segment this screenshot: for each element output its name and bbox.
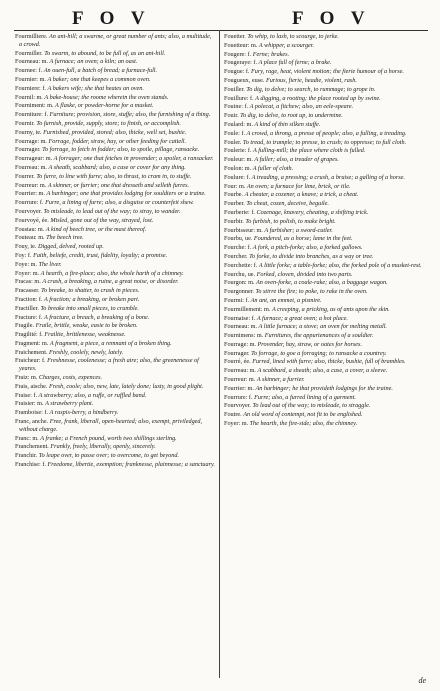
dictionary-entry [15,331,215,339]
dictionary-entry [224,402,428,410]
headword: Foulard: m. [224,120,253,128]
dictionary-entry [15,340,215,348]
definition: Freshly, coolely, newly, lately. [49,348,124,356]
headword: Fourvoyer. [15,207,42,215]
dictionary-entry [224,103,428,111]
definition: A polecat, a fitchew; also, an eele-speare. [249,103,354,111]
dictionary-entry [224,42,428,50]
headword: Fougeraye: f. [224,59,257,67]
dictionary-entry [224,341,428,349]
headword: Franc, anche. [15,418,49,426]
headword: Foulerie: f. [224,147,252,155]
definition: A furnace; an oven; a kiln; an oast. [49,58,138,66]
dictionary-entry [224,68,428,76]
dictionary-entry [15,208,215,216]
dictionary-entry [15,234,215,242]
headword: Fraiz: m. [15,374,38,382]
headword: Fourbir. [224,217,244,225]
definition: To cheat, cozen, deceive, beguile. [246,200,329,208]
definition: To furbish, to polish, to make bright. [245,217,336,225]
dictionary-entry [15,261,215,269]
headword: Fourrure: f. [15,199,44,207]
headword: Fourmi: f. [224,296,250,304]
definition: To misleade, to lead out of the way; to stray, to wander. [43,207,181,215]
definition: A franke; a French pound, worth two shillings sterling. [40,434,177,442]
dictionary-entry [15,349,215,357]
definition: To stirre the fire; to poke, to rake in the oven. [255,288,368,296]
definition: A hearth, a fire-place; also, the whole harth of a chimney. [40,269,184,277]
dictionary-entry [15,102,215,110]
definition: To forke, to divide into branches, as a way or tree. [249,252,374,260]
dictionary-entry [15,296,215,304]
definition: A bakers wife; she that heates an oven. [47,84,144,92]
headword: Fourreur: m. [224,376,256,384]
definition: Frankly, freely, liberally, openly, sincerely. [50,443,156,451]
headword: Fourrure: f. [224,393,253,401]
headword: Fourreau: m. [15,163,47,171]
dictionary-entry [224,51,428,59]
headword: Frais, aische. [15,382,48,390]
definition: To forrage, to goe a forraging; to ransacke a countrey. [251,349,387,357]
definition: A kind of thin silken stuffe. [254,120,321,128]
dictionary-entry [15,374,215,382]
dictionary-entry [224,227,428,235]
definition: A fracture, a breach, a breaking of a bone. [44,313,150,321]
definition: The hearth, the fire-side; also, the chimney. [249,420,358,428]
headword: Fournimens: m. [224,332,264,340]
dictionary-entry [15,190,215,198]
headword: Fourreur: m. [15,181,47,189]
headword: Fougue: f. [224,68,250,76]
headword: Fragile. [15,322,35,330]
dictionary-entry [15,85,215,93]
definition: Forked, cloven, divided into two parts. [256,270,353,278]
dictionary-entry [224,253,428,261]
headword: Fouir. [224,112,239,120]
definition: A skinner, or furrier; one that dresseth and selleth furres. [47,181,190,189]
headword: Fourrer. [15,172,35,180]
headword: Fourchu, ue. [224,270,256,278]
column-divider [219,30,220,678]
dictionary-entry [15,252,215,260]
headword: Foule: f. [224,129,245,137]
definition: To breake into small pieces, to crumble. [40,304,139,312]
definition: An oven-forke, a coale-rake; also, a baggage wagon. [256,279,388,287]
dictionary-entry [224,235,428,243]
dictionary-entry [224,376,428,384]
dictionary-entry [224,367,428,375]
definition: To tread, to trample; to presse, to crush; to oppresse; to full cloth. [242,138,407,146]
dictionary-entry [15,400,215,408]
definition: To dig, to delve, to root up, to undermine. [240,112,343,120]
definition: A skinner, a furrier. [256,376,305,384]
headword: Fragilité: f. [15,331,43,339]
definition: Foundered, as a horse; lame in the feet. [253,235,353,243]
dictionary-entry [224,200,428,208]
headword: Fraichement. [15,348,48,356]
headword: Fraicheur: f. [15,357,46,365]
headword: Fragment: m. [15,339,49,347]
dictionary-entry [224,244,428,252]
definition: To whip, to lash, to scourge, to jerke. [247,33,339,40]
definition: Charges, costs, expences. [38,374,103,382]
header-left: F O V [72,8,151,29]
definition: Furious, fierie, headie, violent, rash. [265,76,357,84]
definition: A furnace; a great oven; a hot place. [256,314,348,322]
headword: Fracasser. [15,287,40,295]
definition: Provender, hay, straw, or oates for horses. [257,340,363,348]
definition: Cozenage, knavery, cheating, a shifting trick. [256,208,369,216]
headword: Foutre. [224,411,242,419]
headword: Fourreau: m. [224,367,256,375]
dictionary-entry [15,182,215,190]
headword: Framboise: f. [15,409,48,417]
definition: A crash, a breaking, a ruine, a great noise, or disorder. [42,278,179,286]
headword: Franchise: f. [15,461,46,469]
headword: Fourmilliere. [15,33,48,40]
dictionary-entry [224,139,428,147]
dictionary-entry [224,86,428,94]
dictionary-entry [15,314,215,322]
dictionary-entry [15,58,215,66]
definition: A bake-house; the roome wherein the oven stands. [44,93,169,101]
dictionary-entry [224,315,428,323]
definition: To breake, to shatter, to crash in pieces. [41,287,140,295]
headword: Fourrager. [224,349,250,357]
dictionary-entry [224,350,428,358]
dictionary-entry [15,392,215,400]
headword: Fracas: m. [15,278,41,286]
dictionary-entry [224,385,428,393]
headword: Fouiller. [224,85,245,93]
definition: An ant-hill; a swarme, or great number of ants; also, a multitude, a crowd. [19,33,212,48]
dictionary-entry [15,452,215,460]
dictionary-entry [224,394,428,402]
headword: Fractiller. [15,304,39,312]
definition: Fraile, brittle, weake, easie to be broken. [35,322,138,330]
definition: Fury, rage, heat, violent motion; the fierie humour of a horse. [250,68,404,76]
definition: Furniture; provision, store, stuffe; also, the furnishing of a thing. [49,111,211,119]
headword: Fourrager. [15,146,41,154]
headword: Franchement. [15,443,49,451]
dictionary-entry [15,305,215,313]
dictionary-entry [224,209,428,217]
definition: The liver. [38,260,62,268]
definition: Misled, gone out of the way, strayed, lost. [50,216,154,224]
dictionary-entry [15,164,215,172]
dictionary-entry [224,306,428,314]
dictionary-entry [224,271,428,279]
definition: A harbinger; one that provides lodging for souldiers or a traine. [46,190,206,198]
headword: Fourchette: f. [224,261,258,269]
headword: Fouleur: m. [224,156,253,164]
definition: An ouen-full, a batch of bread; a furnace-full. [43,67,158,75]
left-column [15,33,215,678]
dictionary-entry [224,33,428,41]
dictionary-entry [15,50,215,58]
headword: Fouillure: f. [224,94,254,102]
headword: Fourrage: m. [224,340,256,348]
definition: A fork, a pitch-forke; also, a forked gallows. [252,244,363,252]
headword: Fourniere: f. [15,84,46,92]
headword: Fournier: m. [15,75,46,83]
dictionary-entry [224,183,428,191]
dictionary-entry [224,77,428,85]
dictionary-entry [224,420,428,428]
headword: Foulure: f. [224,173,251,181]
definition: Digged, delved, rooted up. [37,243,104,251]
definition: A strawberry; also, a ruffe, or ruffled band. [38,391,147,399]
definition: To furnish, provide, supply, store; to finish, or accomplish. [36,119,181,127]
dictionary-entry [15,287,215,295]
dictionary-entry [15,33,215,49]
headword: Fourvoyer. [224,402,251,410]
headword: Fouteau: m. [15,234,45,242]
dictionary-entry [15,435,215,443]
dictionary-entry [15,199,215,207]
definition: A cheater, a cozener, a knave; a trick, a cheat. [244,191,359,199]
headword: Fourber. [224,200,245,208]
definition: To forrage, to fetch in fodder; also, to spoile, pillage, ransacke. [42,146,200,154]
dictionary-entry [224,191,428,199]
dictionary-entry [15,217,215,225]
headword: Fourche: f. [224,244,252,252]
running-header [0,8,440,30]
headword: Fouetter. [224,33,246,40]
dictionary-entry [224,156,428,164]
dictionary-entry [224,288,428,296]
headword: Fraisier: m. [15,400,44,408]
definition: To swarm, to abound, to be full of, as an ant-hill. [44,49,166,57]
definition: A place full of ferne; a brake. [258,59,332,67]
dictionary-entry [15,120,215,128]
definition: Forrage, fodder, straw, hay, or other feeding for cattell. [48,137,187,145]
definition: An harbinger; he that provideth lodgings for the traine. [255,384,393,392]
definition: Furre; also, a furred lining of a garment. [254,393,356,401]
dictionary-entry [15,278,215,286]
dictionary-entry [15,76,215,84]
dictionary-entry [224,165,428,173]
definition: Furre, a lining of furre; also, a disguise or counterfeit shew. [45,199,194,207]
dictionary-entry [15,270,215,278]
headword: Foy: f. [15,251,32,259]
headword: Fouetteur: m. [224,41,258,49]
definition: A little forke; a table-forke; also, the forked pole of a musket-rest. [258,261,422,269]
headword: Fougere: f. [224,50,252,58]
definition: Fresh, coole; also, new, late, lately done; lusty, in good plight. [49,382,204,390]
dictionary-entry [15,155,215,163]
definition: An old word of contempt, not fit to be englished. [243,411,363,419]
headword: Fourvoyé, ée. [15,216,49,224]
headword: Foye: m. [15,260,38,268]
dictionary-entry [224,411,428,419]
definition: To furre, to line with furre; also, to thrust, to cram in, to stuffe. [36,172,192,180]
headword: Fourneau: m. [224,323,257,331]
dictionary-entry [15,129,215,137]
definition: A little furnace; a stove; an oven for melting metall. [258,323,387,331]
definition: To leape over, to passe over; to overcome, to get beyond. [38,452,179,460]
definition: A whipper, a scourger. [258,41,315,49]
definition: To lead out of the way; to misleade, to straggle. [252,402,371,410]
headword: Fourny, ie. [15,128,42,136]
dictionary-entry [15,383,215,391]
headword: Fourniment: m. [15,102,54,110]
dictionary-entry [15,357,215,373]
headword: Fourbe. [224,191,244,199]
headword: Foustau: m. [15,225,45,233]
headword: Fournaise: f. [224,314,256,322]
definition: A furbisher; a sword-cutler. [264,226,333,234]
dictionary-entry [15,94,215,102]
headword: Fourniture: f. [15,111,48,119]
catchword: de [418,676,426,685]
headword: Fourré, ée. [224,358,251,366]
dictionary-entry [15,461,215,469]
definition: A digging, a rooting; the place rooted up by swine. [255,94,381,102]
dictionary-entry [224,121,428,129]
definition: Faith, beliefe, credit, trust, fidelity, loyalty; a promise. [33,251,168,259]
headword: Fourrier: m. [224,384,254,392]
dictionary-entry [224,262,428,270]
headword: Fraise: f. [15,391,37,399]
dictionary-entry [224,95,428,103]
dictionary-entry [15,409,215,417]
dictionary-entry [15,226,215,234]
definition: A fulling-mill; the place where cloth is fulled. [253,147,366,155]
dictionary-entry [224,147,428,155]
definition: A flaske, or powder-horne for a musket. [55,102,154,110]
definition: A creeping, a pricking, as of ants upon the skin. [271,305,390,313]
headword: Fournir. [15,119,35,127]
definition: The beech tree. [46,234,84,242]
headword: Fourrageur: m. [15,155,53,163]
headword: Fourmiller. [15,49,43,57]
headword: Fourrier: m. [15,190,45,198]
dictionary-entry [224,323,428,331]
headword: Fourberie: f. [224,208,255,216]
dictionary-entry [15,443,215,451]
dictionary-entry [224,174,428,182]
headword: Fourbu, ue. [224,235,253,243]
definition: Freshnesse, coolenesse; a fresh aire; also, the greenenesse of yeares. [19,357,199,373]
dictionary-entry [15,173,215,181]
headword: Foulon: m. [224,164,252,172]
definition: A fragment, a piece, a remnant of a broken thing. [49,339,172,347]
dictionary-entry [224,297,428,305]
definition: A forrager; one that fetches in provender; a spoiler, a ransacker. [53,155,214,163]
dictionary-entry [15,322,215,330]
definition: A baker; one that keepes a common oven. [47,75,151,83]
headword: Fouy, ie. [15,243,37,251]
dictionary-entry [15,243,215,251]
headword: Fourgonner. [224,288,254,296]
headword: Fourbisseur: m. [224,226,263,234]
definition: A treading, a pressing; a crush, a bruise; a galling of a horse. [251,173,405,181]
headword: Franc: m. [15,434,39,442]
headword: Fourrage: m. [15,137,47,145]
headword: Fournil: m. [15,93,43,101]
headword: Fourneau: m. [15,58,48,66]
definition: A sheath, scabbard; also, a case or cover for any thing. [48,163,186,171]
headword: Fougueux, euse. [224,76,265,84]
dictionary-entry [224,332,428,340]
definition: Free, frank, liberall, open-hearted; also, exempt, priviledged, without charge. [19,418,203,433]
definition: A kind of beech tree, or the mast thereof. [45,225,147,233]
definition: Freedome, libertie, exemption; franknesse, plainnesse; a sanctuary. [47,461,215,469]
definition: Ferne; brakes. [252,50,290,58]
dictionary-entry [15,146,215,154]
definition: An ant, an emmet, a pismire. [250,296,322,304]
definition: Furnished, provided, stored; also, thicke, well set, bushie. [43,128,187,136]
dictionary-entry [224,279,428,287]
headword: Four: m. [224,182,246,190]
headword: Fourmillement: m. [224,305,271,313]
headword: Fouine: f. [224,103,249,111]
definition: Frailtie, brittlenesse, weaknesse. [44,331,126,339]
dictionary-entry [224,130,428,138]
headword: Foyer: m. [15,269,40,277]
headword: Foyer: m. [224,420,249,428]
dictionary-entry [15,67,215,75]
definition: A scabbard, a sheath; also, a case, a cover, a sleeve. [257,367,388,375]
definition: A fuller of cloth. [252,164,294,172]
headword: Fournee: f. [15,67,43,75]
headword: Franchir. [15,452,38,460]
headword: Fouler. [224,138,242,146]
headword: Fracture: f. [15,313,43,321]
definition: A strawberry plant. [45,400,94,408]
definition: To dig, to delve; to search, to rummage; to grope in. [246,85,376,93]
header-rule [14,30,428,31]
dictionary-entry [224,358,428,366]
dictionary-entry [15,111,215,119]
right-column [224,33,428,678]
dictionary-entry [224,59,428,67]
definition: An oven; a furnace for lime, brick, or tile. [246,182,351,190]
headword: Fourgon: m. [224,279,255,287]
headword: Fraction: f. [15,295,43,303]
header-right: F O V [292,8,371,29]
dictionary-entry [15,138,215,146]
definition: A crowd, a throng, a presse of people; also, a fulling, a treading. [246,129,407,137]
dictionary-entry [224,112,428,120]
definition: A fuller; also, a treader of grapes. [254,156,339,164]
definition: Furnitures, the appurtenances of a souldier. [264,332,374,340]
definition: A raspis-berry, a hindberry. [49,409,119,417]
dictionary-entry [224,218,428,226]
headword: Fourcher. [224,252,248,260]
dictionary-entry [15,418,215,434]
definition: A fraction; a breaking, or broken part. [44,295,140,303]
definition: Furred, lined with furre; also, thicke, bushie, full of brambles. [252,358,406,366]
